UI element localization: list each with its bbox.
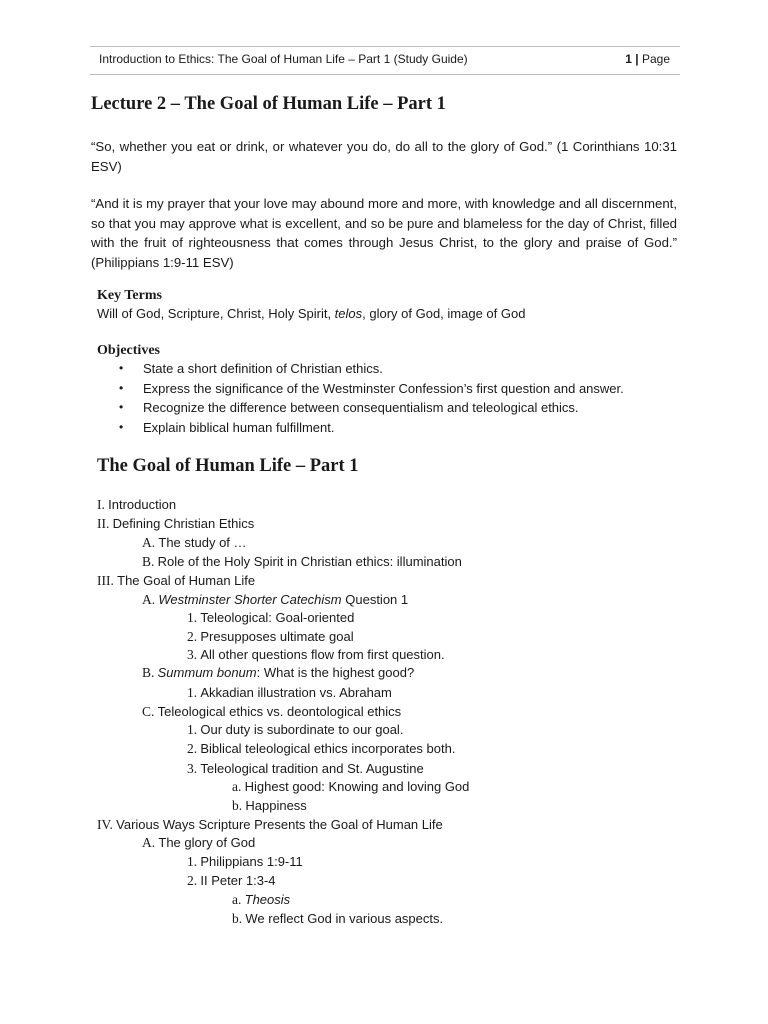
objective-item <box>97 400 624 420</box>
outline-text: The glory of God <box>158 835 256 850</box>
outline-number: b. <box>232 798 243 813</box>
outline-item <box>97 497 176 515</box>
outline-number: B. <box>142 665 155 680</box>
outline-number: 3. <box>187 761 198 776</box>
outline-text: : What is the highest good? <box>256 665 415 680</box>
outline-item <box>142 535 247 553</box>
objectives-heading: Objectives <box>97 343 160 358</box>
key-terms-text <box>97 306 525 321</box>
outline-item <box>142 665 414 683</box>
objective-item <box>97 361 624 381</box>
outline-item <box>187 741 455 759</box>
outline-item <box>187 610 354 628</box>
outline-item <box>187 685 392 703</box>
outline-text: Defining Christian Ethics <box>112 516 255 531</box>
lecture-title: Lecture 2 – The Goal of Human Life – Part 1 <box>91 94 446 114</box>
outline-item <box>187 873 276 891</box>
bullet-icon: • <box>119 420 124 435</box>
objective-text: Recognize the difference between consequentialism and teleological ethics. <box>143 400 579 416</box>
outline-item <box>187 629 354 647</box>
objective-text: Explain biblical human fulfillment. <box>143 420 335 436</box>
outline-title: The Goal of Human Life – Part 1 <box>97 456 359 476</box>
outline-text: Role of the Holy Spirit in Christian ethics: illumination <box>157 554 462 569</box>
outline-text: Highest good: Knowing and loving God <box>244 779 470 794</box>
outline-item <box>97 573 255 591</box>
outline-text: Teleological tradition and St. Augustine <box>200 761 424 776</box>
outline-number: 2. <box>187 629 198 644</box>
outline-number: 3. <box>187 647 198 662</box>
outline-number: IV. <box>97 817 113 832</box>
outline-text: Introduction <box>108 497 177 512</box>
key-term-italic: telos <box>334 306 363 321</box>
outline-text: Presupposes ultimate goal <box>200 629 354 644</box>
outline-number: 1. <box>187 610 198 625</box>
outline-item <box>142 704 401 722</box>
outline-text: II Peter 1:3-4 <box>200 873 276 888</box>
outline-text: The study of … <box>158 535 247 550</box>
key-terms-part: , glory of God, image of God <box>362 306 526 321</box>
objective-item <box>97 381 624 401</box>
objective-text: Express the significance of the Westminster Confession’s first question and answer. <box>143 380 624 396</box>
outline-text: All other questions flow from first question. <box>200 647 445 662</box>
outline-text: We reflect God in various aspects. <box>245 911 444 926</box>
bullet-icon: • <box>119 361 124 375</box>
objective-item <box>97 420 624 440</box>
scripture-quote: “So, whether you eat or drink, or whatever you do, do all to the glory of God.” (1 Corinthians 10:31 ESV) <box>91 139 677 174</box>
outline-text: Various Ways Scripture Presents the Goal of Human Life <box>116 817 443 832</box>
outline-text: Happiness <box>245 798 307 813</box>
page-word: Page <box>641 52 670 66</box>
outline-number: A. <box>142 835 156 850</box>
outline-number: 1. <box>187 722 198 737</box>
outline-item <box>187 647 445 665</box>
bullet-icon: • <box>119 380 124 395</box>
outline-number: 2. <box>187 741 198 756</box>
outline-item <box>142 554 462 572</box>
bullet-icon: • <box>119 400 124 415</box>
outline-text: Our duty is subordinate to our goal. <box>200 722 404 737</box>
outline-italic: Westminster Shorter Catechism <box>158 592 342 607</box>
outline-item <box>187 761 424 779</box>
outline-italic: Summum bonum <box>157 665 257 680</box>
outline-item <box>232 892 290 910</box>
outline-number: b. <box>232 911 243 926</box>
outline-number: a. <box>232 892 242 907</box>
outline-text: Philippians 1:9-11 <box>200 854 303 869</box>
outline-number: A. <box>142 592 156 607</box>
outline-item <box>187 722 403 740</box>
outline-item <box>232 798 307 816</box>
outline-number: 1. <box>187 685 198 700</box>
page-separator: | <box>635 52 639 66</box>
page-number: 1 <box>625 52 632 66</box>
scripture-quote: “And it is my prayer that your love may abound more and more, with knowledge and all discernment, so that you may approve what is excellent, and so be pure and blameless for the day of Christ, filled with the fruit of righteousness that comes through Jesus Christ, to the glory and praise of God.” (Philippians 1:9-11 ESV) <box>91 196 677 270</box>
outline-item <box>142 592 408 610</box>
outline-number: II. <box>97 516 110 531</box>
outline-text: Teleological ethics vs. deontological ethics <box>157 704 402 719</box>
outline-text: Biblical teleological ethics incorporates both. <box>200 741 456 756</box>
header-page-number <box>625 52 670 66</box>
outline-text: The Goal of Human Life <box>117 573 256 588</box>
outline-text: Teleological: Goal-oriented <box>200 610 355 625</box>
outline-number: 1. <box>187 854 198 869</box>
outline-number: III. <box>97 573 114 588</box>
outline-item <box>232 911 443 929</box>
outline-number: I. <box>97 497 105 512</box>
outline-number: 2. <box>187 873 198 888</box>
outline-item <box>97 817 443 835</box>
key-terms-heading: Key Terms <box>97 288 162 303</box>
outline-number: B. <box>142 554 155 569</box>
outline-text: Akkadian illustration vs. Abraham <box>200 685 392 700</box>
outline-item <box>97 516 254 534</box>
outline-number: A. <box>142 535 156 550</box>
outline-text: Question 1 <box>341 592 409 607</box>
key-terms-part: Will of God, Scripture, Christ, Holy Spirit, <box>97 306 335 321</box>
objectives-list <box>97 361 624 440</box>
page-header <box>90 46 680 75</box>
header-title: Introduction to Ethics: The Goal of Human Life – Part 1 (Study Guide) <box>99 52 468 66</box>
objective-text: State a short definition of Christian ethics. <box>143 361 383 376</box>
outline-number: C. <box>142 704 155 719</box>
outline-item <box>187 854 303 872</box>
outline-item <box>142 835 255 853</box>
outline-number: a. <box>232 779 242 794</box>
outline-item <box>232 779 469 797</box>
outline-italic: Theosis <box>244 892 291 907</box>
